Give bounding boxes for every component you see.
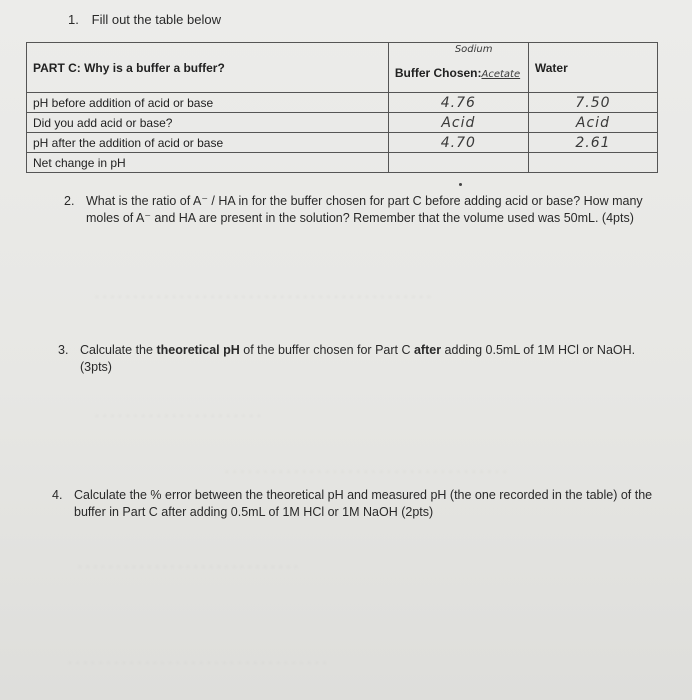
- question-2-text: What is the ratio of A⁻ / HA in for the buffer chosen for part C before adding acid or base? How many moles of A⁻ and HA are present in the solution? Remember that the volume used was 50mL. (4pts): [86, 194, 643, 225]
- question-4-number: 4.: [52, 488, 63, 502]
- row-label: Net change in pH: [27, 153, 389, 173]
- q3-text-part: of the buffer chosen for Part C: [239, 343, 414, 357]
- buffer-chosen-cell: [388, 43, 528, 93]
- water-value: Acid: [528, 113, 657, 133]
- buffer-value: Acid: [388, 113, 528, 133]
- water-heading: Water: [528, 43, 657, 93]
- question-3-text: [80, 342, 658, 376]
- water-value: 7.50: [528, 93, 657, 113]
- q3-text-part: Calculate the: [80, 343, 157, 357]
- question-4-text: Calculate the % error between the theoretical pH and measured pH (the one recorded in the table) of the buffer in Part C after adding 0.5mL of 1M HCl or 1M NaOH (2pts): [74, 488, 653, 519]
- table-row: [27, 113, 658, 133]
- question-4: [52, 487, 664, 521]
- question-1: [68, 12, 221, 27]
- table-row: [27, 93, 658, 113]
- pen-dot: [459, 183, 462, 186]
- water-value: 2.61: [528, 133, 657, 153]
- buffer-value: 4.70: [388, 133, 528, 153]
- question-3: [58, 342, 658, 376]
- buffer-handwritten-over: Sodium: [454, 44, 493, 55]
- buffer-chosen-label: Buffer Chosen:: [394, 65, 482, 80]
- table-row: [27, 133, 658, 153]
- question-1-number: 1.: [68, 12, 79, 27]
- q3-bold-after: after: [413, 343, 442, 357]
- bleed-through-text: · · · · · · · · · · · · · · · · · · · · · · · · · · · · · · · · · ·: [68, 657, 327, 669]
- water-value: [528, 153, 657, 173]
- buffer-handwritten-name: Acetate: [481, 68, 521, 80]
- part-c-heading: PART C: Why is a buffer a buffer?: [27, 43, 389, 93]
- row-label: Did you add acid or base?: [27, 113, 389, 133]
- q3-text-part: adding 0.5mL of 1M HCl or NaOH. (3pts): [80, 343, 636, 374]
- question-2-number: 2.: [64, 194, 75, 208]
- row-label: pH before addition of acid or base: [27, 93, 389, 113]
- part-c-table: [26, 42, 658, 173]
- table-row: [27, 153, 658, 173]
- bleed-through-text: · · · · · · · · · · · · · · · · · · · · · · · · · · · · · · · · · · · · · · · · · · · ·: [95, 291, 432, 303]
- buffer-value: 4.76: [388, 93, 528, 113]
- buffer-value: [388, 153, 528, 173]
- question-3-number: 3.: [58, 343, 69, 357]
- bleed-through-text: · · · · · · · · · · · · · · · · · · · · · ·: [95, 410, 262, 422]
- bleed-through-text: · · · · · · · · · · · · · · · · · · · · · · · · · · · · · · · · · · · · ·: [225, 466, 508, 478]
- question-2: [64, 193, 654, 227]
- question-1-text: Fill out the table below: [91, 12, 221, 27]
- bleed-through-text: · · · · · · · · · · · · · · · · · · · · · · · · · · · · ·: [78, 561, 299, 573]
- table-header-row: [27, 43, 658, 93]
- row-label: pH after the addition of acid or base: [27, 133, 389, 153]
- q3-bold-theoretical: theoretical pH: [156, 343, 240, 357]
